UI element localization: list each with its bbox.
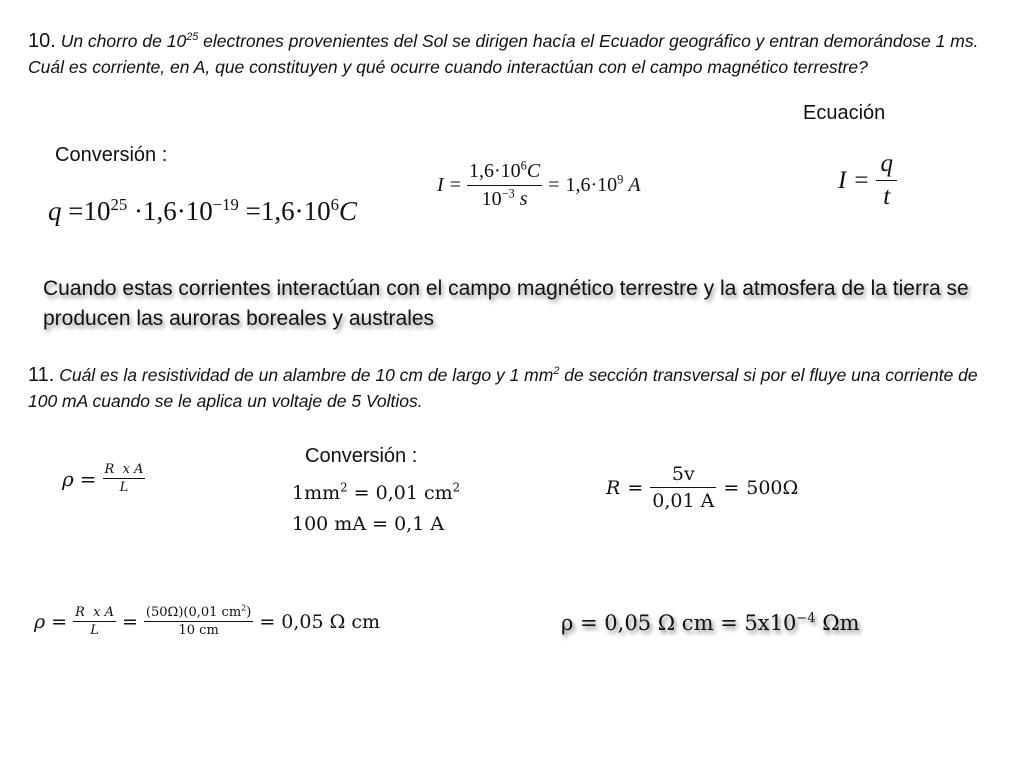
charge-result-base: 10 <box>303 196 331 226</box>
question-10 <box>28 28 988 80</box>
resistance-numerator: 5v <box>671 463 695 485</box>
resistance-symbol: R <box>606 476 621 499</box>
area-conversion-lhs: 1mm <box>292 482 341 504</box>
area-conversion-equals: = <box>353 482 370 504</box>
resistance-fraction <box>650 463 716 512</box>
resistivity-final <box>561 611 860 635</box>
rho-def-denominator: L <box>119 480 129 495</box>
resistivity-definition <box>62 462 145 495</box>
resistance-denominator: 0,01 A <box>652 490 715 512</box>
current-def-numerator: q <box>880 150 893 177</box>
charge-base-2: 10 <box>185 196 213 226</box>
rho-calc-denominator-1: L <box>90 623 99 638</box>
current-def-fraction <box>876 150 897 211</box>
ecuacion-label: Ecuación <box>803 102 886 124</box>
rho-calc-equals-3: = <box>259 610 276 633</box>
charge-exp-2: −19 <box>212 195 239 214</box>
rho-calc-equals: = <box>51 610 68 633</box>
area-conversion-lhs-exp: 2 <box>340 480 348 495</box>
rho-calc-numerator-2-end: ) <box>246 605 252 620</box>
charge-exp-1: 25 <box>110 195 128 214</box>
question-10-number: 10. <box>28 30 56 52</box>
rho-calc-numerator-2-exp: 2 <box>241 603 247 613</box>
rho-calc-numerator-1: R x A <box>75 605 114 620</box>
current-result-unit: A <box>628 174 641 196</box>
rho-final-text: ρ = 0,05 Ω cm = 5x10 <box>561 611 797 635</box>
rho-calc-result: 0,05 Ω cm <box>281 610 381 633</box>
rho-calc-numerator-2: (50Ω)(0,01 cm <box>145 605 242 620</box>
current-def-symbol: I <box>838 166 847 194</box>
question-10-text-a: Un chorro de 10 <box>60 31 187 51</box>
resistance-equals-2: = <box>723 476 740 499</box>
resistance-equals: = <box>627 476 644 499</box>
current-equation <box>437 160 641 211</box>
charge-result-coef: 1,6 <box>260 196 295 226</box>
rho-def-numerator: R x A <box>104 462 144 477</box>
aurora-explanation: Cuando estas corrientes interactúan con el campo magnético terrestre y la atmosfera de la tierra se producen las auroras boreales y australes <box>43 277 969 330</box>
current-conversion <box>292 513 444 535</box>
charge-unit: C <box>339 196 358 226</box>
charge-base-1: 10 <box>83 196 111 226</box>
current-symbol: I <box>437 174 444 196</box>
current-denominator-exp: −3 <box>501 186 515 201</box>
area-conversion-rhs-exp: 2 <box>452 480 461 495</box>
charge-symbol: q <box>48 196 62 226</box>
question-11 <box>28 362 998 414</box>
charge-equals: = <box>68 196 84 226</box>
current-numerator-unit: C <box>526 160 541 182</box>
charge-equation <box>48 196 357 227</box>
question-11-text-a: Cuál es la resistividad de un alambre de 10 cm de largo y 1 mm <box>59 365 554 385</box>
rho-final-exp: −4 <box>796 611 816 626</box>
current-fraction <box>467 160 542 211</box>
current-result-exp: 9 <box>617 172 624 187</box>
current-def-equals: = <box>854 166 869 194</box>
question-10-exponent: 25 <box>186 31 199 44</box>
rho-def-fraction <box>103 462 146 495</box>
charge-equals-2: = <box>245 196 261 226</box>
question-10-text-b: electrones provenientes del Sol se dirigen hacía el Ecuador geográfico y entran demorándose 1 ms. Cuál es corriente, en A, que constituyen y qué ocurre cuando interactúan con el campo magnético terrestre? <box>28 31 979 77</box>
resistance-result: 500Ω <box>746 476 799 499</box>
current-equals-2: = <box>548 174 560 196</box>
conversion-label-2: Conversión : <box>305 445 418 467</box>
charge-dot-3: · <box>294 196 304 226</box>
rho-calc-equals-2: = <box>122 610 138 633</box>
current-conversion-rhs: 0,1 A <box>394 513 445 535</box>
resistance-equation <box>606 463 798 512</box>
rho-final-unit: Ωm <box>815 611 860 635</box>
current-numerator: 1,6·10 <box>468 160 521 182</box>
current-conversion-equals: = <box>372 513 389 535</box>
current-conversion-lhs: 100 mA <box>292 513 367 535</box>
charge-dot-2: · <box>176 196 186 226</box>
resistivity-calculation <box>34 605 380 638</box>
question-11-exponent: 2 <box>553 365 560 378</box>
conversion-label-1: Conversión : <box>55 144 168 166</box>
current-numerator-exp: 6 <box>520 158 527 173</box>
charge-result-exp: 6 <box>330 195 340 214</box>
current-equals: = <box>449 174 461 196</box>
current-denominator: 10 <box>481 188 502 210</box>
charge-dot-1: · <box>133 196 143 226</box>
question-11-text-b: de sección transversal si por el fluye una corriente de 100 mA cuando se le aplica un voltaje de 5 Voltios. <box>28 365 978 411</box>
rho-calc-fraction-2 <box>144 605 253 638</box>
rho-def-equals: = <box>79 466 97 491</box>
rho-calc-fraction-1 <box>73 605 116 638</box>
current-result: 1,6·10 <box>565 174 618 196</box>
current-denominator-unit: s <box>519 188 528 210</box>
question-11-number: 11. <box>28 364 55 386</box>
current-definition <box>838 150 897 211</box>
rho-calc-symbol: ρ <box>34 610 46 633</box>
charge-coef: 1,6 <box>142 196 177 226</box>
current-def-denominator: t <box>883 183 891 210</box>
rho-symbol: ρ <box>62 466 74 491</box>
area-conversion <box>292 482 460 504</box>
rho-calc-denominator-2: 10 cm <box>178 623 219 638</box>
area-conversion-rhs: 0,01 cm <box>375 482 453 504</box>
